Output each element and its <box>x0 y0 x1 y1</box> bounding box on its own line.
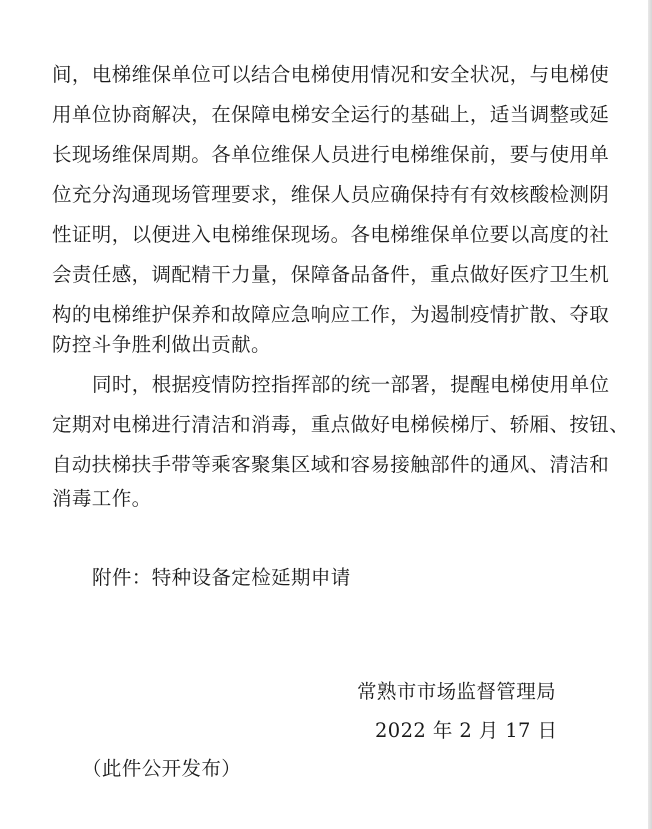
publication-note: （此件公开发布） <box>82 757 242 780</box>
paragraph1-line-3: 长现场维保周期。各单位维保人员进行电梯维保前，要与使用单 <box>52 143 610 166</box>
paragraph1-line-8: 防控斗争胜利做出贡献。 <box>52 333 271 356</box>
paragraph2-line-4: 消毒工作。 <box>52 487 152 510</box>
paragraph2-line-1: 同时，根据疫情防控指挥部的统一部署，提醒电梯使用单位 <box>92 373 610 396</box>
issue-date: 2022 年 2 月 17 日 <box>375 719 558 742</box>
paragraph2-line-2: 定期对电梯进行清洁和消毒，重点做好电梯候梯厅、轿厢、按钮、 <box>52 413 630 436</box>
attachment-line: 附件：特种设备定检延期申请 <box>92 566 351 589</box>
paragraph1-line-2: 用单位协商解决，在保障电梯安全运行的基础上，适当调整或延 <box>52 103 610 126</box>
paragraph1-line-6: 会责任感，调配精干力量，保障备品备件，重点做好医疗卫生机 <box>52 263 610 286</box>
paragraph2-line-3: 自动扶梯扶手带等乘客聚集区域和容易接触部件的通风、清洁和 <box>52 453 610 476</box>
paragraph1-line-5: 性证明，以便进入电梯维保现场。各电梯维保单位要以高度的社 <box>52 223 610 246</box>
paragraph1-line-1: 间，电梯维保单位可以结合电梯使用情况和安全状况，与电梯使 <box>52 63 610 86</box>
page-edge-shadow <box>648 0 652 829</box>
paragraph1-line-7: 构的电梯维护保养和故障应急响应工作，为遏制疫情扩散、夺取 <box>52 303 610 326</box>
issuer-name: 常熟市市场监督管理局 <box>357 680 557 703</box>
paragraph1-line-4: 位充分沟通现场管理要求，维保人员应确保持有有效核酸检测阴 <box>52 183 610 206</box>
